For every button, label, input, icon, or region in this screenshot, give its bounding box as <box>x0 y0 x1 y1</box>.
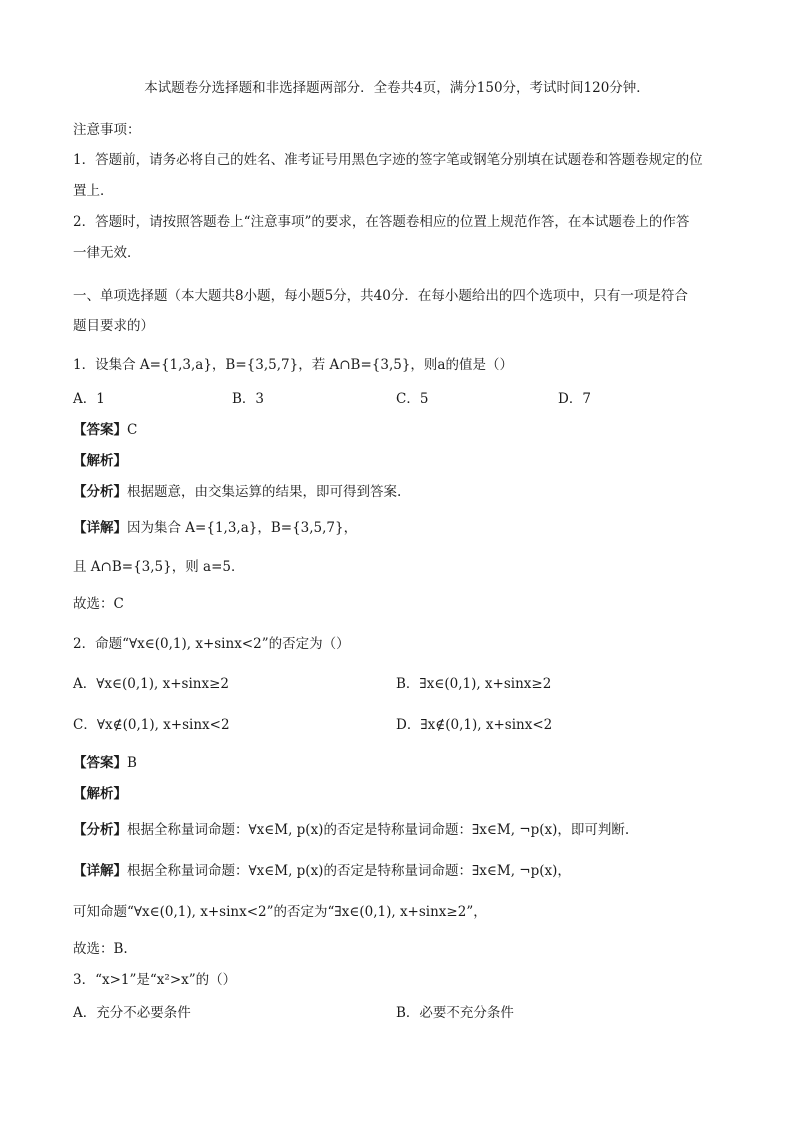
section-heading-cont: 题目要求的） <box>73 318 154 334</box>
q3-option-a: A．充分不必要条件 <box>73 1005 191 1021</box>
q1-fenxi-text: 根据题意，由交集运算的结果，即可得到答案. <box>127 484 402 500</box>
fenxi-label: 【分析】 <box>73 484 127 500</box>
analysis-label: 【解析】 <box>73 453 127 469</box>
q1-xiangjie <box>73 518 357 538</box>
q1-option-a: A．1 <box>73 391 105 407</box>
notice-item-1: 1．答题前，请务必将自己的姓名、准考证号用黑色字迹的签字笔或钢笔分别填在试题卷和答题卷规定的位 <box>73 152 703 168</box>
intro-text: 本试题卷分选择题和非选择题两部分．全卷共4页，满分150分，考试时间120分钟． <box>144 80 650 96</box>
q1-answer <box>73 420 137 440</box>
q2-option-c: C．∀x∉(0,1), x+sinx<2 <box>73 717 230 733</box>
q2-answer <box>73 753 137 773</box>
q2-analysis-label <box>73 784 127 804</box>
q1-stem: 1．设集合 A={1,3,a}，B={3,5,7}，若 A∩B={3,5}，则a的值是（） <box>73 357 513 373</box>
q2-detail-line2: 可知命题“∀x∈(0,1), x+sinx<2”的否定为“∃x∈(0,1), x+sinx≥2”， <box>73 904 487 920</box>
notice-item-1-cont: 置上． <box>73 183 114 199</box>
q2-option-b: B．∃x∈(0,1), x+sinx≥2 <box>396 676 552 692</box>
q1-option-b: B．3 <box>232 391 265 407</box>
q2-option-a: A．∀x∈(0,1), x+sinx≥2 <box>73 676 229 692</box>
q1-analysis-label <box>73 451 127 471</box>
q1-detail-line2: 且 A∩B={3,5}，则 a=5． <box>73 559 245 575</box>
q2-option-d: D．∃x∉(0,1), x+sinx<2 <box>396 717 553 733</box>
q2-stem: 2．命题“∀x∈(0,1), x+sinx<2”的否定为（） <box>73 636 350 652</box>
q1-xiangjie-text: 因为集合 A={1,3,a}，B={3,5,7}， <box>127 520 358 536</box>
answer-label: 【答案】 <box>73 755 127 771</box>
q1-option-d: D．7 <box>558 391 591 407</box>
q3-stem: 3．“x>1”是“x²>x”的（） <box>73 972 237 988</box>
answer-label: 【答案】 <box>73 422 127 438</box>
notice-item-2-cont: 一律无效． <box>73 245 141 261</box>
q1-answer-value: C <box>127 422 138 438</box>
q2-answer-value: B <box>127 755 137 771</box>
notice-title: 注意事项： <box>73 122 141 138</box>
xiangjie-label: 【详解】 <box>73 863 127 879</box>
q1-conclusion: 故选：C <box>73 596 124 612</box>
fenxi-label: 【分析】 <box>73 822 127 838</box>
q2-xiangjie <box>73 861 571 881</box>
q1-option-c: C．5 <box>396 391 429 407</box>
section-heading: 一、单项选择题（本大题共8小题，每小题5分，共40分．在每小题给出的四个选项中，只有一项是符合 <box>73 288 688 304</box>
analysis-label: 【解析】 <box>73 786 127 802</box>
xiangjie-label: 【详解】 <box>73 520 127 536</box>
q2-xiangjie-text: 根据全称量词命题：∀x∈M, p(x)的否定是特称量词命题：∃x∈M, ¬p(x)， <box>127 863 571 879</box>
q2-conclusion: 故选：B. <box>73 941 128 957</box>
q1-fenxi <box>73 482 401 502</box>
q2-fenxi <box>73 820 629 840</box>
q3-option-b: B．必要不充分条件 <box>396 1005 514 1021</box>
notice-item-2: 2．答题时，请按照答题卷上“注意事项”的要求，在答题卷相应的位置上规范作答，在本试题卷上的作答 <box>73 214 690 230</box>
q2-fenxi-text: 根据全称量词命题：∀x∈M, p(x)的否定是特称量词命题：∃x∈M, ¬p(x)，即可判断. <box>127 822 630 838</box>
